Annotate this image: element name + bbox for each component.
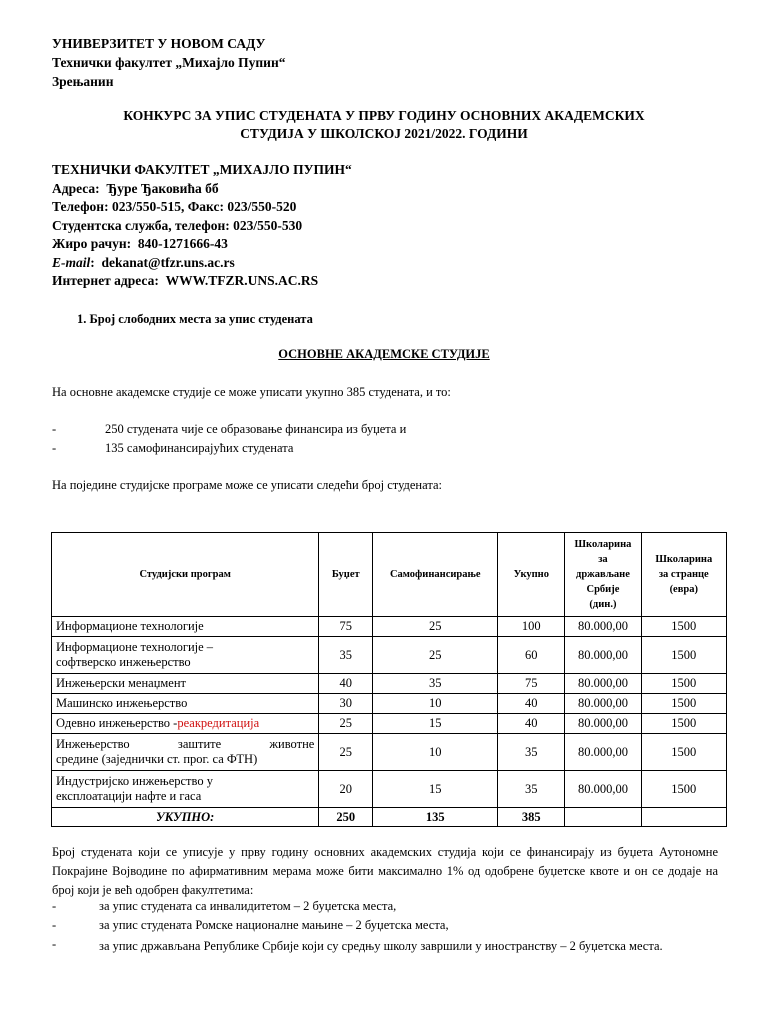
table-row	[52, 771, 727, 808]
total-total: 385	[498, 808, 565, 827]
bullet-self: 135 самофинансирајућих студената	[105, 441, 294, 455]
contact-address	[52, 181, 219, 197]
header-fee-domestic-line: Школарина	[574, 539, 632, 550]
bullet-dash: -	[52, 918, 57, 932]
total-empty	[641, 808, 726, 827]
cell-program-line: Инжењерство заштите животне	[56, 737, 315, 751]
cell-fee-domestic: 80.000,00	[565, 617, 641, 637]
total-empty	[565, 808, 641, 827]
cell-program-line: Индустријско инжењерство у	[56, 774, 213, 788]
section1-intro: На основне академске студије се може уписати укупно 385 студената, и то:	[52, 385, 451, 399]
header-fee-domestic-line: држављане	[576, 569, 630, 580]
table-row	[52, 674, 727, 694]
account-label: Жиро рачун:	[52, 236, 132, 251]
email-label: E-mail	[52, 255, 91, 270]
header-budget: Буџет	[319, 533, 373, 617]
cell-budget: 40	[319, 674, 373, 694]
contact-account	[52, 236, 228, 252]
city-name: Зрењанин	[52, 74, 114, 89]
cell-budget: 25	[319, 714, 373, 734]
cell-fee-domestic: 80.000,00	[565, 674, 641, 694]
quota-bullet-roma: за упис студената Ромске националне мањине – 2 буџетска места,	[99, 918, 449, 932]
cell-total: 35	[498, 771, 565, 808]
header-fee-foreign-line: (евра)	[669, 584, 698, 595]
cell-total: 100	[498, 617, 565, 637]
quota-bullet-disability: за упис студената са инвалидитетом – 2 буџетска места,	[99, 899, 397, 913]
cell-fee-domestic: 80.000,00	[565, 714, 641, 734]
cell-self: 15	[373, 771, 498, 808]
table-row	[52, 637, 727, 674]
cell-fee-foreign: 1500	[641, 734, 726, 771]
programs-table	[51, 532, 727, 827]
contact-web	[52, 273, 318, 289]
table-header-row	[52, 533, 727, 617]
cell-self: 10	[373, 694, 498, 714]
bullet-budget: 250 студената чије се образовање финансира из буџета и	[105, 422, 407, 436]
account-value: 840-1271666-43	[137, 236, 228, 251]
cell-total: 35	[498, 734, 565, 771]
header-program: Студијски програм	[52, 533, 319, 617]
header-fee-domestic-line: за	[598, 554, 608, 565]
cell-fee-foreign: 1500	[641, 714, 726, 734]
cell-program: Машинско инжењерство	[52, 694, 319, 714]
faculty-name: Технички факултет „Михајло Пупин“	[52, 55, 286, 70]
cell-self: 25	[373, 637, 498, 674]
header-fee-foreign	[641, 533, 726, 617]
table-row	[52, 714, 727, 734]
bullet-dash: -	[52, 937, 57, 951]
header-fee-foreign-line: Школарина	[655, 554, 713, 565]
cell-budget: 30	[319, 694, 373, 714]
header-fee-foreign-line: за странце	[658, 569, 709, 580]
cell-self: 35	[373, 674, 498, 694]
cell-program: Информационе технологије	[52, 617, 319, 637]
cell-program	[52, 771, 319, 808]
header-fee-domestic-line: Србије	[586, 584, 620, 595]
cell-self: 25	[373, 617, 498, 637]
address-value: Ђуре Ђаковића бб	[106, 181, 219, 196]
document-title-line1: КОНКУРС ЗА УПИС СТУДЕНАТА У ПРВУ ГОДИНУ ОСНОВНИХ АКАДЕМСКИХ	[123, 108, 645, 123]
cell-fee-foreign: 1500	[641, 674, 726, 694]
total-self: 135	[373, 808, 498, 827]
contact-student-service: Студентска служба, телефон: 023/550-530	[52, 218, 303, 233]
cell-fee-domestic: 80.000,00	[565, 771, 641, 808]
bullet-dash: -	[52, 441, 57, 455]
cell-program	[52, 734, 319, 771]
header-fee-domestic-line: (дин.)	[589, 599, 617, 610]
header-self: Самофинансирање	[373, 533, 498, 617]
web-value: WWW.TFZR.UNS.AC.RS	[165, 273, 319, 288]
web-label: Интернет адреса:	[52, 273, 159, 288]
section1-heading: 1. Број слободних места за упис студената	[77, 312, 313, 326]
cell-program	[52, 637, 319, 674]
quota-bullet-abroad: за упис држављана Републике Србије који су средњу школу завршили у иностранству – 2 буџетска места.	[99, 939, 663, 953]
programs-intro: На поједине студијске програме може се уписати следећи број студената:	[52, 478, 442, 492]
cell-total: 40	[498, 714, 565, 734]
cell-fee-foreign: 1500	[641, 637, 726, 674]
cell-program-line: средине (заједнички ст. прог. са ФТН)	[56, 752, 258, 766]
cell-fee-domestic: 80.000,00	[565, 637, 641, 674]
cell-budget: 35	[319, 637, 373, 674]
header-fee-domestic	[565, 533, 641, 617]
cell-fee-domestic: 80.000,00	[565, 694, 641, 714]
email-value: dekanat@tfzr.uns.ac.rs	[101, 255, 235, 270]
quota-paragraph: Број студената који се уписује у прву годину основних академских студија који се финансирају из буџета Аутономне Покрајине Војводине по афирмативним мерама може бити максимално 1% од одобрене буџетске квоте и он се додаје на број који је већ одобрен факултетима:	[52, 845, 718, 897]
cell-fee-foreign: 1500	[641, 771, 726, 808]
cell-budget: 25	[319, 734, 373, 771]
header-total: Укупно	[498, 533, 565, 617]
cell-fee-foreign: 1500	[641, 617, 726, 637]
bullet-dash: -	[52, 899, 57, 913]
contact-email: E-mail: dekanat@tfzr.uns.ac.rs	[52, 255, 235, 270]
cell-budget: 75	[319, 617, 373, 637]
cell-fee-foreign: 1500	[641, 694, 726, 714]
cell-total: 60	[498, 637, 565, 674]
table-row	[52, 617, 727, 637]
document-title-line2: СТУДИЈА У ШКОЛСКОЈ 2021/2022. ГОДИНИ	[240, 126, 528, 141]
reaccreditation-note: реакредитација	[177, 716, 260, 730]
total-budget: 250	[319, 808, 373, 827]
cell-program-line: софтверско инжењерство	[56, 655, 191, 669]
university-name: УНИВЕРЗИТЕТ У НОВОМ САДУ	[52, 36, 266, 51]
cell-program: Инжењерски менаџмент	[52, 674, 319, 694]
cell-self: 10	[373, 734, 498, 771]
cell-fee-domestic: 80.000,00	[565, 734, 641, 771]
cell-total: 75	[498, 674, 565, 694]
cell-self: 15	[373, 714, 498, 734]
bullet-dash: -	[52, 422, 57, 436]
cell-program	[52, 714, 319, 734]
contact-faculty-name: ТЕХНИЧКИ ФАКУЛТЕТ „МИХАЈЛО ПУПИН“	[52, 162, 352, 177]
table-total-row	[52, 808, 727, 827]
cell-program-line: експлоатацији нафте и гаса	[56, 789, 202, 803]
contact-phone: Телефон: 023/550-515, Факс: 023/550-520	[52, 199, 297, 214]
address-label: Адреса:	[52, 181, 100, 196]
total-label: УКУПНО:	[52, 808, 319, 827]
section1-subheading: ОСНОВНЕ АКАДЕМСКЕ СТУДИЈЕ	[278, 347, 490, 361]
table-row	[52, 734, 727, 771]
cell-budget: 20	[319, 771, 373, 808]
cell-total: 40	[498, 694, 565, 714]
cell-program-text: Одевно инжењерство -	[56, 716, 178, 730]
table-row	[52, 694, 727, 714]
cell-program-line: Информационе технологије –	[56, 640, 214, 654]
